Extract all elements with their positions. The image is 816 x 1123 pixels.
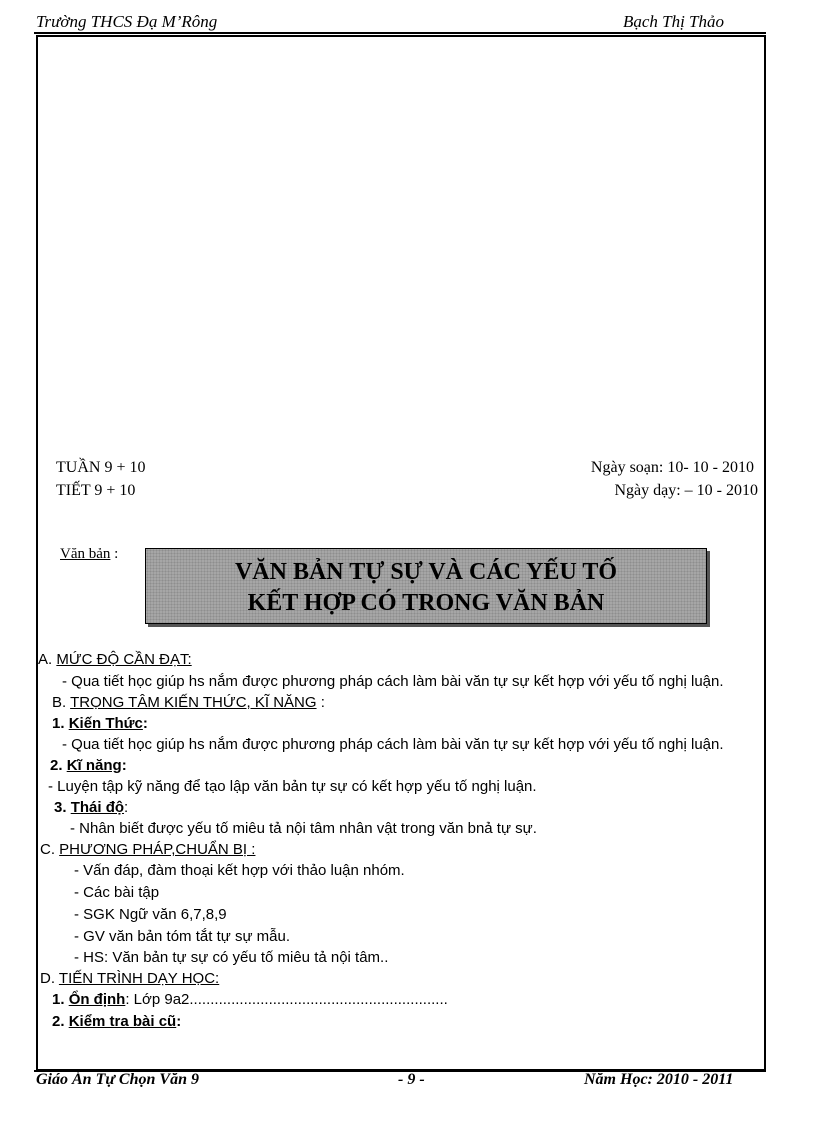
section-b3-heading: 3. Thái độ: — [54, 799, 129, 816]
section-b-heading: B. TRỌNG TÂM KIẾN THỨC, KĨ NĂNG : — [52, 694, 325, 711]
section-b1-item: - Qua tiết học giúp hs nắm được phương pháp cách làm bài văn tự sự kết hợp với yếu tố nghị luận. — [62, 736, 724, 753]
section-c-item: - Các bài tập — [74, 884, 160, 901]
section-b2-heading: 2. Kĩ năng: — [50, 757, 127, 774]
header-school: Trường THCS Đạ M’Rông — [36, 12, 218, 31]
section-d-heading: D. TIẾN TRÌNH DẠY HỌC: — [40, 970, 220, 987]
section-d2-line: 2. Kiểm tra bài cũ: — [52, 1013, 182, 1030]
date-taught: Ngày dạy: – 10 - 2010 — [614, 482, 758, 499]
section-d1-line: 1. Ổn định: Lớp 9a2.............................................................. — [52, 991, 448, 1008]
lesson-title-box — [145, 548, 707, 624]
footer-title: Giáo Án Tự Chọn Văn 9 — [36, 1071, 199, 1088]
section-b2-item: - Luyện tập kỹ năng để tạo lập văn bản tự sự có kết hợp yếu tố nghị luận. — [48, 778, 537, 795]
date-prepared: Ngày soạn: 10- 10 - 2010 — [590, 459, 754, 476]
section-c-heading: C. PHƯƠNG PHÁP,CHUẨN BỊ : — [40, 841, 256, 858]
section-b1-heading: 1. Kiến Thức: — [52, 715, 148, 732]
lesson-title-line1: VĂN BẢN TỰ SỰ VÀ CÁC YẾU TỐ — [234, 559, 618, 585]
header-rule — [34, 32, 766, 34]
section-a-heading: A. MỨC ĐỘ CẦN ĐẠT: — [38, 651, 192, 668]
lesson-title-line2: KẾT HỢP CÓ TRONG VĂN BẢN — [247, 590, 605, 616]
section-a-item: - Qua tiết học giúp hs nắm được phương pháp cách làm bài văn tự sự kết hợp với yếu tố nghị luận. — [62, 673, 724, 690]
week-label: TUẦN 9 + 10 — [56, 459, 146, 476]
period-label: TIẾT 9 + 10 — [56, 482, 136, 499]
section-c-item: - HS: Văn bản tự sự có yếu tố miêu tả nội tâm.. — [74, 949, 389, 966]
section-c-item: - SGK Ngữ văn 6,7,8,9 — [74, 906, 227, 923]
header-author: Bạch Thị Thảo — [622, 12, 724, 31]
section-c-item: - GV văn bản tóm tắt tự sự mẫu. — [74, 928, 290, 945]
footer-year: Năm Học: 2010 - 2011 — [584, 1071, 734, 1088]
section-b3-item: - Nhân biết được yếu tố miêu tả nội tâm nhân vật trong văn bnả tự sự. — [70, 820, 537, 837]
text-label: Văn bản : — [60, 546, 119, 562]
page-number: - 9 - — [398, 1071, 425, 1088]
section-c-item: - Vấn đáp, đàm thoại kết hợp với thảo luận nhóm. — [74, 862, 405, 879]
